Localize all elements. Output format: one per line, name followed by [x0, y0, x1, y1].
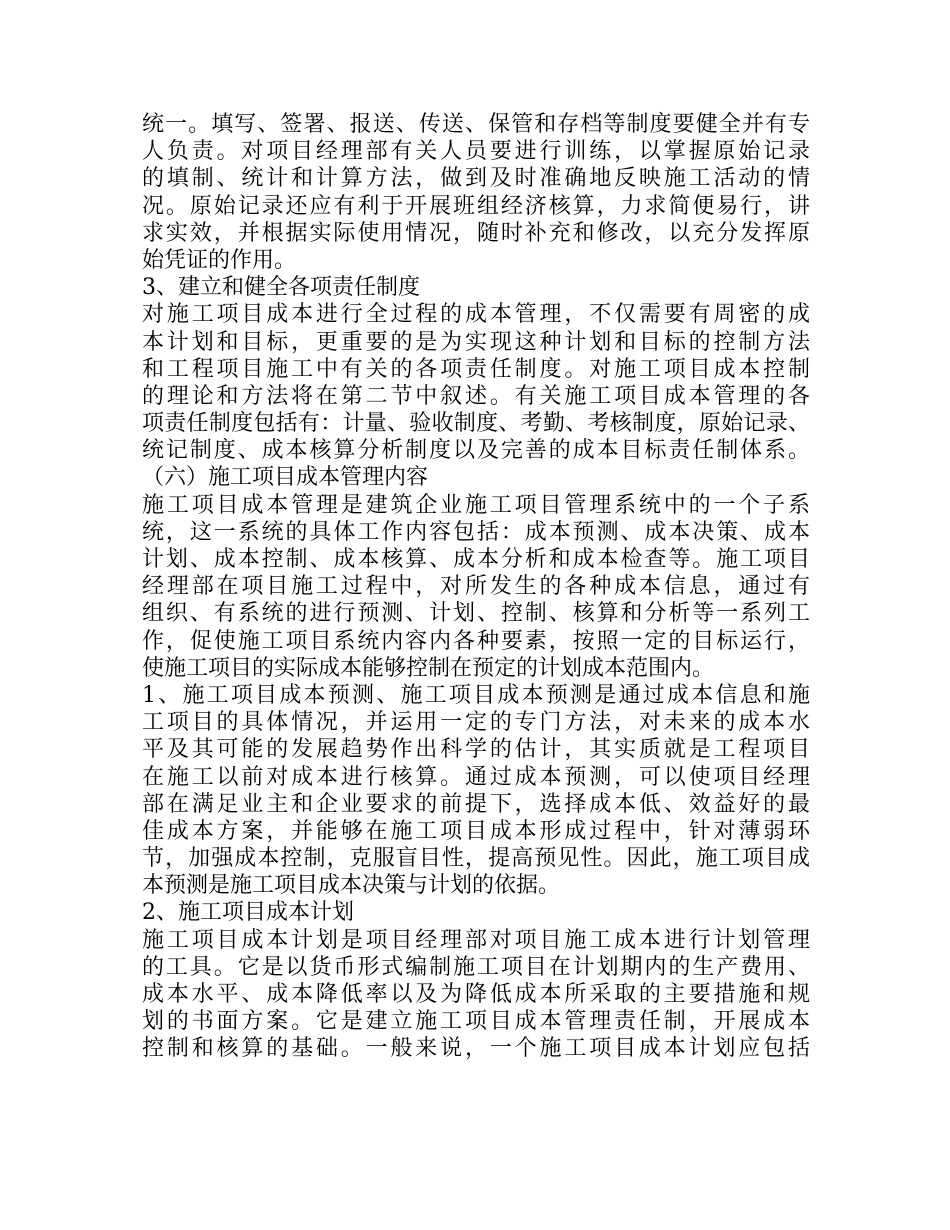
text-line: 统一。填写、签署、报送、传送、保管和存档等制度要健全并有专	[142, 112, 810, 137]
text-line: 施工项目成本计划是项目经理部对项目施工成本进行计划管理	[142, 927, 810, 953]
text-line: 作，促使施工项目系统内容内各种要素，按照一定的目标运行，	[142, 628, 810, 654]
text-line: 和工程项目施工中有关的各项责任制度。对施工项目成本控制	[142, 356, 810, 382]
section-heading: （六）施工项目成本管理内容	[142, 465, 429, 491]
text-line: 本预测是施工项目成本决策与计划的依据。	[142, 873, 561, 899]
text-line: 对施工项目成本进行全过程的成本管理，不仅需要有周密的成	[142, 302, 810, 328]
text-line: 本计划和目标，更重要的是为实现这种计划和目标的控制方法	[142, 329, 810, 355]
text-line: 组织、有系统的进行预测、计划、控制、核算和分析等一系列工	[142, 601, 810, 627]
text-line: 1、施工项目成本预测、施工项目成本预测是通过成本信息和施	[142, 682, 810, 708]
text-line: 成本水平、成本降低率以及为降低成本所采取的主要措施和规	[142, 982, 810, 1007]
text-line: 统，这一系统的具体工作内容包括：成本预测、成本决策、成本	[142, 519, 810, 545]
text-line: 在施工以前对成本进行核算。通过成本预测，可以使项目经理	[142, 764, 810, 790]
document-page	[142, 111, 810, 1063]
text-line: 况。原始记录还应有利于开展班组经济核算，力求简便易行，讲	[142, 193, 810, 219]
text-line: 节，加强成本控制，克服盲目性，提高预见性。因此，施工项目成	[142, 846, 810, 872]
section-heading: 2、施工项目成本计划	[142, 900, 354, 926]
text-line: 项责任制度包括有：计量、验收制度、考勤、考核制度，原始记录、	[142, 411, 810, 437]
text-line: 佳成本方案，并能够在施工项目成本形成过程中，针对薄弱环	[142, 818, 810, 844]
text-line: 统记制度、成本核算分析制度以及完善的成本目标责任制体系。	[142, 438, 810, 464]
text-line: 控制和核算的基础。一般来说，一个施工项目成本计划应包括	[142, 1036, 810, 1062]
section-heading: 3、建立和健全各项责任制度	[142, 275, 420, 301]
text-line: 部在满足业主和企业要求的前提下，选择成本低、效益好的最	[142, 791, 810, 817]
text-line: 人负责。对项目经理部有关人员要进行训练，以掌握原始记录	[142, 139, 810, 165]
text-line: 的填制、统计和计算方法，做到及时准确地反映施工活动的情	[142, 166, 810, 192]
text-line: 划的书面方案。它是建立施工项目成本管理责任制，开展成本	[142, 1009, 810, 1035]
text-line: 始凭证的作用。	[142, 247, 297, 273]
text-line: 使施工项目的实际成本能够控制在预定的计划成本范围内。	[142, 655, 715, 681]
text-line: 施工项目成本管理是建筑企业施工项目管理系统中的一个子系	[142, 492, 810, 518]
text-line: 的工具。它是以货币形式编制施工项目在计划期内的生产费用、	[142, 954, 810, 980]
text-line: 工项目的具体情况，并运用一定的专门方法，对未来的成本水	[142, 710, 810, 736]
text-line: 经理部在项目施工过程中，对所发生的各种成本信息，通过有	[142, 574, 810, 600]
text-line: 计划、成本控制、成本核算、成本分析和成本检查等。施工项目	[142, 547, 810, 572]
text-line: 求实效，并根据实际使用情况，随时补充和修改，以充分发挥原	[142, 220, 810, 246]
text-line: 的理论和方法将在第二节中叙述。有关施工项目成本管理的各	[142, 383, 810, 409]
text-line: 平及其可能的发展趋势作出科学的估计，其实质就是工程项目	[142, 737, 810, 763]
